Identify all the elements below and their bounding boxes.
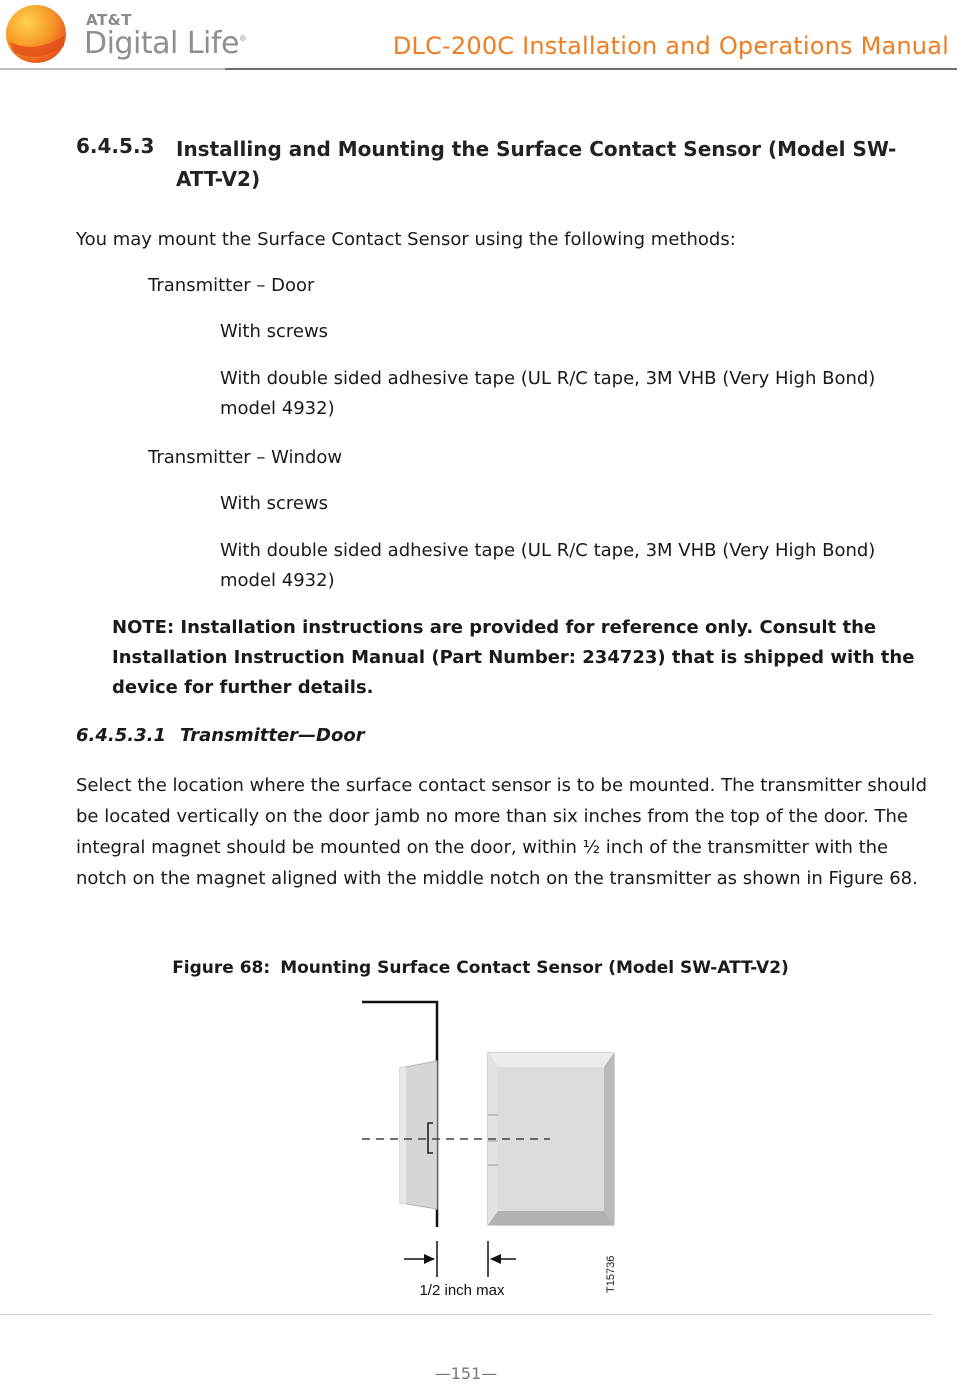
section-title: Installing and Mounting the Surface Contact Sensor (Model SW-ATT-V2) (176, 137, 897, 191)
header-rule (225, 68, 957, 70)
figure-part-code: T15736 (605, 1255, 617, 1293)
note-text: NOTE: Installation instructions are provided for reference only. Consult the Installation Instruction Manual (Part Number: 234723) that is shipped with the device for further details. (112, 617, 915, 698)
footer-rule (0, 1314, 932, 1315)
body-paragraph: Select the location where the surface contact sensor is to be mounted. The transmitter should be located vertically on the door jamb no more than six inches from the top of the door. The integral magnet should be mounted on the door, within ½ inch of the transmitter with the notch on the magnet aligned with the middle notch on the transmitter as shown in Figure 68. (76, 775, 928, 889)
sensor-mounting-diagram (340, 995, 630, 1305)
page-header (0, 0, 961, 72)
intro-text: You may mount the Surface Contact Sensor using the following methods: (76, 229, 736, 250)
dimension-arrow-right-icon (490, 1254, 516, 1264)
att-globe-logo-icon (4, 2, 72, 66)
header-rule-left (0, 68, 225, 70)
dimension-arrow-left-icon (404, 1254, 435, 1264)
figure-caption (0, 958, 961, 978)
figure-label: Figure 68: (172, 958, 271, 978)
method-door-option-screws: With screws (220, 321, 329, 342)
figure-caption-text: Mounting Surface Contact Sensor (Model SW-ATT-V2) (280, 958, 789, 978)
subsection-heading (76, 725, 365, 746)
document-title: DLC-200C Installation and Operations Manual (392, 32, 949, 60)
page-number: —151— (434, 1364, 498, 1383)
method-door-option-tape: With double sided adhesive tape (UL R/C tape, 3M VHB (Very High Bond) model 4932) (220, 368, 876, 419)
method-window-label: Transmitter – Window (148, 447, 343, 468)
brand-small-text: AT&T (86, 11, 132, 29)
method-window-option-screws: With screws (220, 493, 329, 514)
section-number: 6.4.5.3 (76, 134, 155, 158)
subsection-title: Transmitter—Door (179, 725, 365, 746)
dimension-label: 1/2 inch max (419, 1282, 505, 1299)
subsection-number: 6.4.5.3.1 (76, 725, 166, 746)
brand-main-text: Digital Life® (84, 26, 247, 61)
method-window-option-tape: With double sided adhesive tape (UL R/C tape, 3M VHB (Very High Bond) model 4932) (220, 540, 876, 591)
method-door-label: Transmitter – Door (148, 275, 315, 296)
